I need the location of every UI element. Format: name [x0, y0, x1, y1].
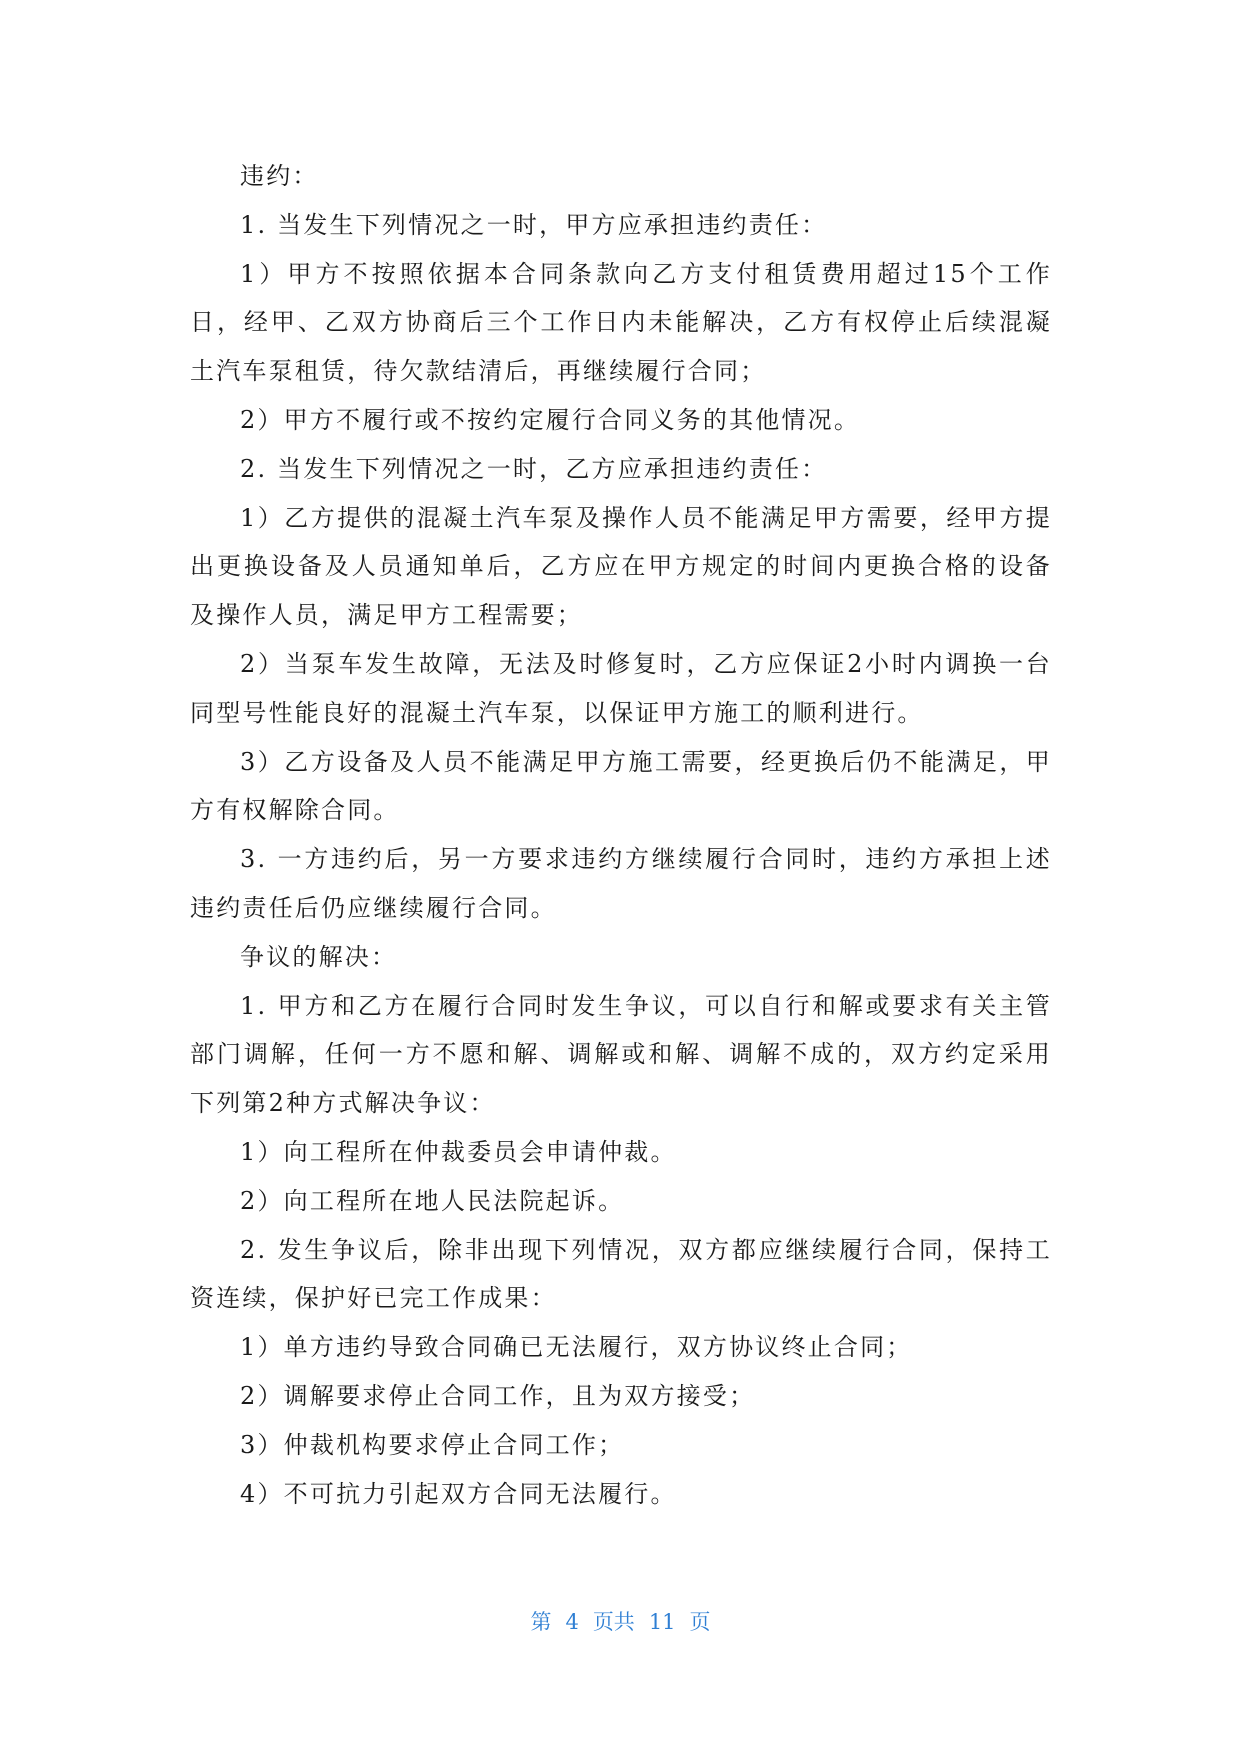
- footer-total-pages: 11: [648, 1610, 676, 1634]
- clause-paragraph: 2）甲方不履行或不按约定履行合同义务的其他情况。: [240, 405, 861, 434]
- section-heading-breach: 违约：: [240, 162, 319, 190]
- page-footer: [0, 1606, 1241, 1636]
- clause-paragraph: 1. 当发生下列情况之一时，甲方应承担违约责任：: [240, 210, 828, 239]
- section-heading-dispute: 争议的解决：: [240, 942, 398, 971]
- clause-paragraph: 1）乙方提供的混凝土汽车泵及操作人员不能满足甲方需要，经甲方提出更换设备及人员通知单后，乙方应在甲方规定的时间内更换合格的设备及操作人员，满足甲方工程需要；: [190, 503, 1052, 630]
- footer-middle: 页共: [592, 1610, 635, 1634]
- clause-paragraph: 3）乙方设备及人员不能满足甲方施工需要，经更换后仍不能满足，甲方有权解除合同。: [190, 747, 1052, 825]
- clause-paragraph: 4）不可抗力引起双方合同无法履行。: [240, 1479, 677, 1508]
- clause-paragraph: 3. 一方违约后，另一方要求违约方继续履行合同时，违约方承担上述违约责任后仍应继续履行合同。: [190, 845, 1052, 922]
- footer-prefix: 第: [530, 1610, 552, 1634]
- clause-paragraph: 1）甲方不按照依据本合同条款向乙方支付租赁费用超过15个工作日，经甲、乙双方协商后三个工作日内未能解决，乙方有权停止后续混凝土汽车泵租赁，待欠款结清后，再继续履行合同；: [190, 259, 1052, 386]
- clause-paragraph: 2. 发生争议后，除非出现下列情况，双方都应继续履行合同，保持工资连续，保护好已完工作成果：: [190, 1235, 1052, 1313]
- footer-suffix: 页: [689, 1610, 711, 1634]
- clause-paragraph: 2）当泵车发生故障，无法及时修复时，乙方应保证2小时内调换一台同型号性能良好的混凝土汽车泵，以保证甲方施工的顺利进行。: [190, 649, 1052, 727]
- footer-page-number: 4: [565, 1610, 579, 1634]
- clause-paragraph: 1. 甲方和乙方在履行合同时发生争议，可以自行和解或要求有关主管部门调解，任何一方不愿和解、调解或和解、调解不成的，双方约定采用下列第2种方式解决争议：: [190, 991, 1052, 1118]
- clause-paragraph: 2）向工程所在地人民法院起诉。: [240, 1186, 625, 1215]
- clause-paragraph: 2）调解要求停止合同工作，且为双方接受；: [240, 1381, 756, 1410]
- clause-paragraph: 2. 当发生下列情况之一时，乙方应承担违约责任：: [240, 454, 828, 483]
- clause-paragraph: 1）向工程所在仲裁委员会申请仲裁。: [240, 1137, 677, 1166]
- document-body: [190, 152, 1052, 1518]
- clause-paragraph: 1）单方违约导致合同确已无法履行，双方协议终止合同；: [240, 1333, 913, 1362]
- clause-paragraph: 3）仲裁机构要求停止合同工作；: [240, 1430, 625, 1459]
